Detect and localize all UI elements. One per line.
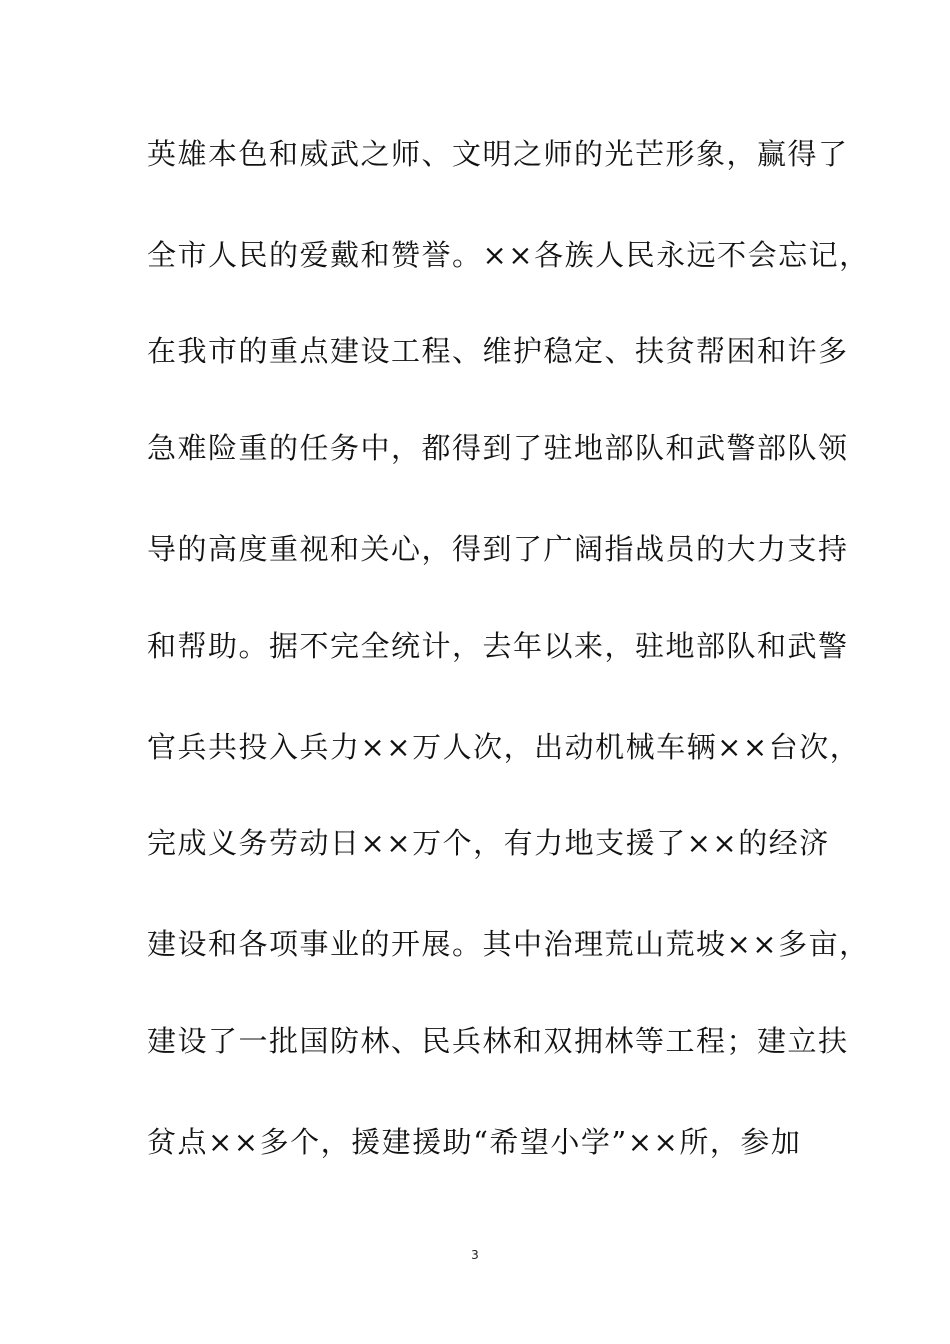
body-text-line: 建设了一批国防林、民兵林和双拥林等工程；建立扶 bbox=[147, 1024, 849, 1058]
body-text-line: 急难险重的任务中，都得到了驻地部队和武警部队领 bbox=[147, 431, 849, 465]
body-text-line: 导的高度重视和关心，得到了广阔指战员的大力支持 bbox=[147, 532, 849, 566]
body-text-line: 建设和各项事业的开展。其中治理荒山荒坡××多亩， bbox=[147, 927, 870, 961]
body-text-line: 完成义务劳动日××万个，有力地支援了××的经济 bbox=[147, 826, 830, 860]
body-text-line: 全市人民的爱戴和赞誉。××各族人民永远不会忘记， bbox=[147, 238, 870, 272]
body-text-line: 官兵共投入兵力××万人次，出动机械车辆××台次， bbox=[147, 730, 861, 764]
body-text-line: 和帮助。据不完全统计，去年以来，驻地部队和武警 bbox=[147, 629, 849, 663]
body-text-line: 贫点××多个，援建援助“希望小学”××所，参加 bbox=[147, 1125, 802, 1159]
body-text-line: 在我市的重点建设工程、维护稳定、扶贫帮困和许多 bbox=[147, 334, 849, 368]
body-text-line: 英雄本色和威武之师、文明之师的光芒形象，赢得了 bbox=[147, 137, 849, 171]
page-number: 3 bbox=[471, 1248, 479, 1262]
